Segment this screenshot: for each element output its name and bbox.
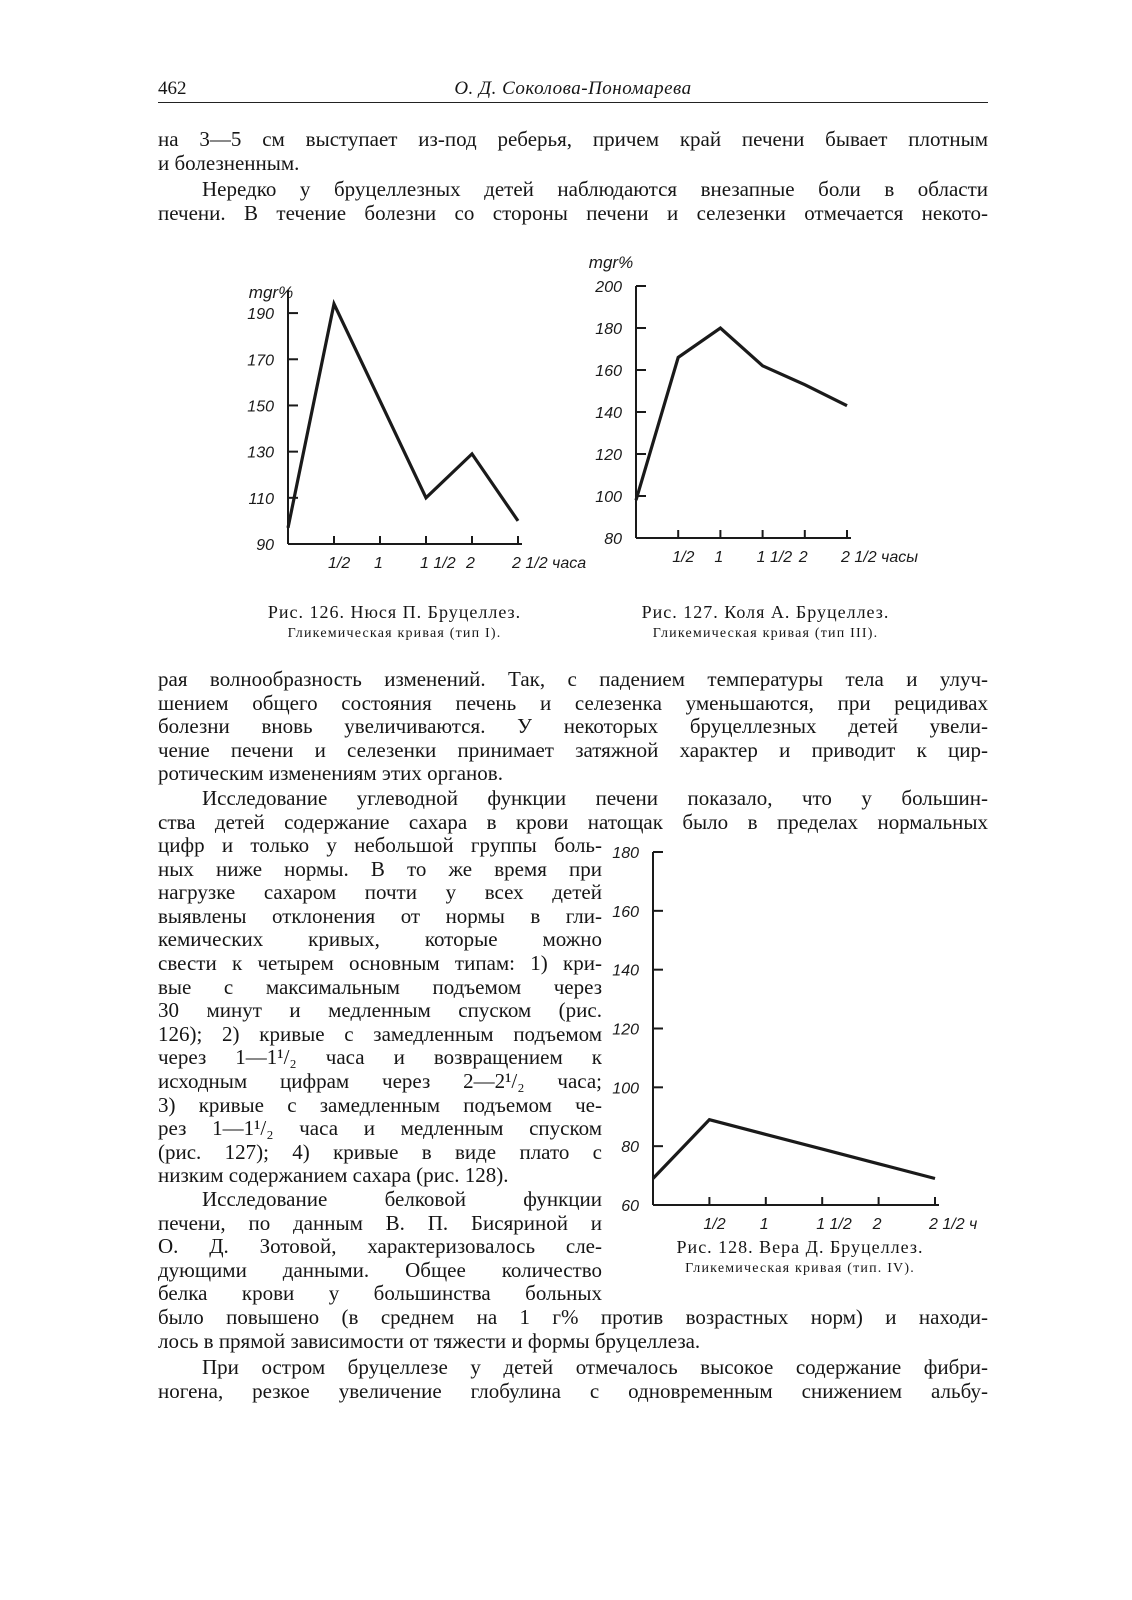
text-line: О. Д. Зотовой, характеризовалось сле- bbox=[158, 1234, 602, 1259]
text-line: чение печени и селезенки принимает затяжной характер и приводит к цир- bbox=[158, 737, 988, 762]
text-line: 30 минут и медленным спуском (рис. bbox=[158, 998, 602, 1023]
y-tick-label: 140 bbox=[612, 962, 639, 980]
text-line: низким содержанием сахара (рис. 128). bbox=[158, 1163, 509, 1188]
text-line: вые с максимальным подъемом через bbox=[158, 974, 602, 999]
x-tick-label: 2 bbox=[798, 549, 808, 566]
text-line: (рис. 127); 4) кривые в виде плато с bbox=[158, 1139, 602, 1164]
text-line: цифр и только у небольшой группы боль- bbox=[158, 833, 602, 857]
x-tick-label: 1 1/2 bbox=[756, 549, 793, 566]
x-tick-label: 2 1/2 часа bbox=[512, 555, 587, 572]
figure-128-caption-title: Рис. 128. Вера Д. Бруцеллез. bbox=[676, 1237, 924, 1257]
figure-127-chart bbox=[585, 252, 990, 582]
y-tick-label: 80 bbox=[621, 1139, 639, 1157]
text-line: дующими данными. Общее количество bbox=[158, 1257, 602, 1282]
x-tick-label: 2 bbox=[872, 1216, 882, 1233]
y-tick-label: 170 bbox=[247, 352, 274, 370]
x-tick-label: 2 1/2 ч bbox=[929, 1216, 978, 1233]
text-line: было повышено (в среднем на 1 г% против возрастных норм) и находи- bbox=[158, 1305, 988, 1329]
text-line: печени. В течение болезни со стороны печени и селезенки отмечается некото- bbox=[158, 200, 988, 225]
paragraph-4-narrow bbox=[158, 834, 602, 1188]
text-line: на 3—5 см выступает из-под реберья, причем край печени бывает плотным bbox=[158, 127, 988, 151]
text-line: и болезненным. bbox=[158, 150, 300, 175]
paragraph-5-full bbox=[158, 1306, 988, 1353]
text-line: ногена, резкое увеличение глобулина с одновременным снижением альбу- bbox=[158, 1378, 988, 1403]
x-tick-label: 1/2 bbox=[703, 1216, 726, 1233]
paragraph-6 bbox=[158, 1356, 988, 1403]
y-tick-label: 180 bbox=[612, 845, 639, 862]
y-axis-unit-label: mgr% bbox=[248, 283, 294, 302]
y-tick-label: 140 bbox=[595, 405, 622, 422]
glycemic-curve-line bbox=[636, 328, 847, 500]
text-line: шением общего состояния печень и селезенка уменьшаются, при рецидивах bbox=[158, 690, 988, 715]
text-line: исходным цифрам через 2—2¹/₂ часа; bbox=[158, 1068, 602, 1093]
text-line: нагрузке сахаром почти у всех детей bbox=[158, 880, 602, 905]
y-tick-label: 110 bbox=[248, 490, 274, 508]
y-tick-label: 180 bbox=[595, 321, 622, 338]
y-tick-label: 130 bbox=[247, 444, 274, 462]
figure-126-caption-subtitle: Гликемическая кривая (тип I). bbox=[287, 626, 502, 641]
figure-128-caption bbox=[640, 1237, 960, 1277]
paragraph-4-full bbox=[158, 787, 988, 834]
text-line: выявлены отклонения от нормы в гли- bbox=[158, 903, 602, 928]
text-line: лось в прямой зависимости от тяжести и формы бруцеллеза. bbox=[158, 1328, 701, 1353]
x-tick-label: 1/2 bbox=[328, 555, 351, 572]
glycemic-curve-line bbox=[288, 304, 518, 528]
figure-126-caption-title: Рис. 126. Нюся П. Бруцеллез. bbox=[267, 602, 522, 622]
y-tick-label: 120 bbox=[612, 1021, 639, 1039]
x-tick-label: 2 bbox=[466, 555, 475, 572]
text-line: печени, по данным В. П. Бисяриной и bbox=[158, 1210, 602, 1235]
x-tick-label: 1 bbox=[759, 1216, 769, 1233]
running-head: О. Д. Соколова-Пономарева bbox=[454, 78, 692, 99]
paragraph-3 bbox=[158, 668, 988, 786]
text-line: кемических кривых, которые можно bbox=[158, 927, 602, 952]
y-tick-label: 80 bbox=[604, 531, 622, 548]
figure-128-chart bbox=[612, 840, 1000, 1235]
paragraph-2 bbox=[158, 178, 988, 225]
x-tick-label: 1 1/2 bbox=[816, 1216, 852, 1233]
y-tick-label: 120 bbox=[595, 447, 622, 464]
text-line: ротическим изменениям этих органов. bbox=[158, 761, 503, 786]
text-line: Исследование углеводной функции печени показало, что у большин- bbox=[202, 786, 988, 810]
page-number: 462 bbox=[158, 78, 187, 99]
text-line: рая волнообразность изменений. Так, с падением температуры тела и улуч- bbox=[158, 667, 988, 691]
figure-126-chart bbox=[225, 272, 590, 592]
paragraph-5-narrow bbox=[158, 1188, 602, 1306]
text-line: При остром бруцеллезе у детей отмечалось высокое содержание фибри- bbox=[202, 1355, 988, 1379]
paragraph-1 bbox=[158, 128, 988, 175]
x-tick-label: 1 bbox=[374, 555, 383, 572]
text-line: рез 1—1¹/₂ часа и медленным спуском bbox=[158, 1116, 602, 1141]
y-tick-label: 160 bbox=[612, 903, 639, 921]
text-line: Исследование белковой функции bbox=[202, 1187, 602, 1211]
y-tick-label: 60 bbox=[621, 1198, 639, 1215]
figure-126-caption bbox=[222, 602, 567, 642]
glycemic-curve-line bbox=[653, 1120, 935, 1179]
y-tick-label: 100 bbox=[595, 489, 622, 506]
y-axis-unit-label: mgr% bbox=[588, 253, 634, 272]
text-line: белка крови у большинства больных bbox=[158, 1281, 602, 1306]
text-line: 126); 2) кривые с замедленным подъемом bbox=[158, 1021, 602, 1046]
x-tick-label: 2 1/2 часы bbox=[841, 549, 918, 566]
figure-127-caption-title: Рис. 127. Коля А. Бруцеллез. bbox=[641, 602, 890, 622]
y-tick-label: 150 bbox=[247, 398, 274, 416]
y-tick-label: 190 bbox=[247, 306, 274, 324]
text-line: Нередко у бруцеллезных детей наблюдаются внезапные боли в области bbox=[202, 177, 988, 201]
y-tick-label: 100 bbox=[612, 1080, 639, 1098]
page-header bbox=[158, 78, 988, 103]
figure-127-caption-subtitle: Гликемическая кривая (тип III). bbox=[652, 626, 879, 641]
y-tick-label: 160 bbox=[595, 363, 622, 380]
y-tick-label: 90 bbox=[256, 537, 274, 554]
x-tick-label: 1 1/2 bbox=[420, 555, 456, 572]
text-line: болезни вновь увеличиваются. У некоторых бруцеллезных детей увели- bbox=[158, 714, 988, 739]
x-tick-label: 1/2 bbox=[672, 549, 695, 566]
text-line: свести к четырем основным типам: 1) кри- bbox=[158, 950, 602, 975]
figure-127-caption bbox=[588, 602, 943, 642]
text-line: ных ниже нормы. В то же время при bbox=[158, 856, 602, 881]
text-line: 3) кривые с замедленным подъемом че- bbox=[158, 1092, 602, 1117]
text-line: ства детей содержание сахара в крови натощак было в пределах нормальных bbox=[158, 809, 988, 834]
figure-128-caption-subtitle: Гликемическая кривая (тип. IV). bbox=[685, 1261, 915, 1276]
y-tick-label: 200 bbox=[595, 279, 622, 296]
x-tick-label: 1 bbox=[714, 549, 724, 566]
text-line: через 1—1¹/₂ часа и возвращением к bbox=[158, 1045, 602, 1070]
